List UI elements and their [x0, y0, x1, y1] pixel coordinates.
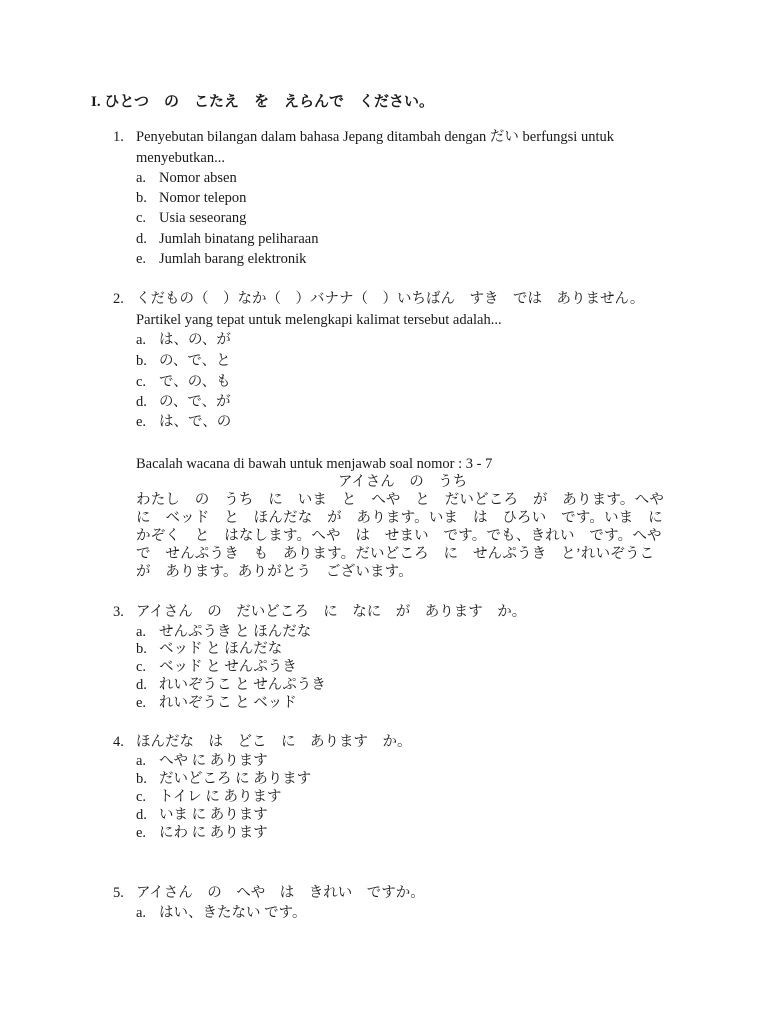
section-title: I. ひとつ の こたえ を えらんで ください。	[91, 94, 435, 110]
option-text: せんぷうき と ほんだな	[159, 624, 312, 640]
question-text: Penyebutan bilangan dalam bahasa Jepang ditambah dengan だい berfungsi untuk	[136, 129, 614, 145]
question-number: 2.	[113, 291, 124, 307]
option-letter: c.	[136, 659, 147, 675]
option-letter: c.	[136, 789, 147, 805]
option-text: で、の、も	[159, 374, 231, 390]
option-text: の、で、が	[159, 394, 231, 410]
option-text: Nomor telepon	[159, 190, 247, 206]
option-text: はい、きたない です。	[159, 905, 307, 921]
option-text: Nomor absen	[159, 170, 237, 186]
option-text: にわ に あります	[159, 825, 268, 841]
passage-line: わたし の うち に いま と へや と だいどころ が あります。へや	[136, 492, 665, 508]
option-letter: d.	[136, 807, 147, 823]
passage-line: で せんぷうき も あります。だいどころ に せんぷうき と’れいぞうこ	[136, 546, 655, 562]
question-text: menyebutkan...	[136, 150, 225, 166]
option-letter: e.	[136, 695, 147, 711]
passage-line: かぞく と はなします。へや は せまい です。でも、きれい です。へや	[136, 528, 662, 544]
option-text: れいぞうこ と せんぷうき	[159, 677, 326, 693]
passage-line: が あります。ありがとう ございます。	[136, 564, 413, 580]
passage-line: に ベッド と ほんだな が あります。いま は ひろい です。いま に	[136, 510, 663, 526]
option-letter: c.	[136, 374, 147, 390]
option-letter: b.	[136, 190, 147, 206]
option-letter: e.	[136, 414, 147, 430]
option-text: だいどころ に あります	[159, 771, 312, 787]
question-number: 5.	[113, 885, 124, 901]
option-letter: a.	[136, 332, 147, 348]
question-text: ほんだな は どこ に あります か。	[136, 734, 412, 750]
option-text: Usia seseorang	[159, 210, 247, 226]
option-text: は、の、が	[159, 332, 231, 348]
option-letter: a.	[136, 905, 147, 921]
option-text: の、で、と	[159, 353, 231, 369]
question-text: くだもの（ ）なか（ ）バナナ（ ）いちばん すき では ありません。	[136, 291, 645, 307]
question-number: 1.	[113, 129, 124, 145]
option-letter: d.	[136, 677, 147, 693]
option-letter: b.	[136, 771, 147, 787]
option-letter: d.	[136, 231, 147, 247]
option-letter: a.	[136, 624, 147, 640]
option-letter: b.	[136, 353, 147, 369]
question-text: アイさん の だいどころ に なに が あります か。	[136, 604, 527, 620]
option-letter: e.	[136, 825, 147, 841]
option-text: へや に あります	[159, 753, 268, 769]
question-text: Partikel yang tepat untuk melengkapi kalimat tersebut adalah...	[136, 312, 502, 328]
option-letter: b.	[136, 641, 147, 657]
option-letter: d.	[136, 394, 147, 410]
option-text: いま に あります	[159, 807, 268, 823]
option-text: ベッド と ほんだな	[159, 641, 283, 657]
option-letter: a.	[136, 753, 147, 769]
option-letter: c.	[136, 210, 147, 226]
question-text: アイさん の へや は きれい ですか。	[136, 885, 425, 901]
question-number: 4.	[113, 734, 124, 750]
option-text: れいぞうこ と ベッド	[159, 695, 297, 711]
option-text: トイレ に あります	[159, 789, 282, 805]
question-number: 3.	[113, 604, 124, 620]
option-text: Jumlah barang elektronik	[159, 251, 307, 267]
option-letter: a.	[136, 170, 147, 186]
option-text: は、で、の	[159, 414, 232, 430]
reading-instruction: Bacalah wacana di bawah untuk menjawab soal nomor : 3 - 7	[136, 456, 493, 472]
passage-title: アイさん の うち	[338, 474, 468, 490]
option-text: ベッド と せんぷうき	[159, 659, 297, 675]
option-letter: e.	[136, 251, 147, 267]
option-text: Jumlah binatang peliharaan	[159, 231, 319, 247]
